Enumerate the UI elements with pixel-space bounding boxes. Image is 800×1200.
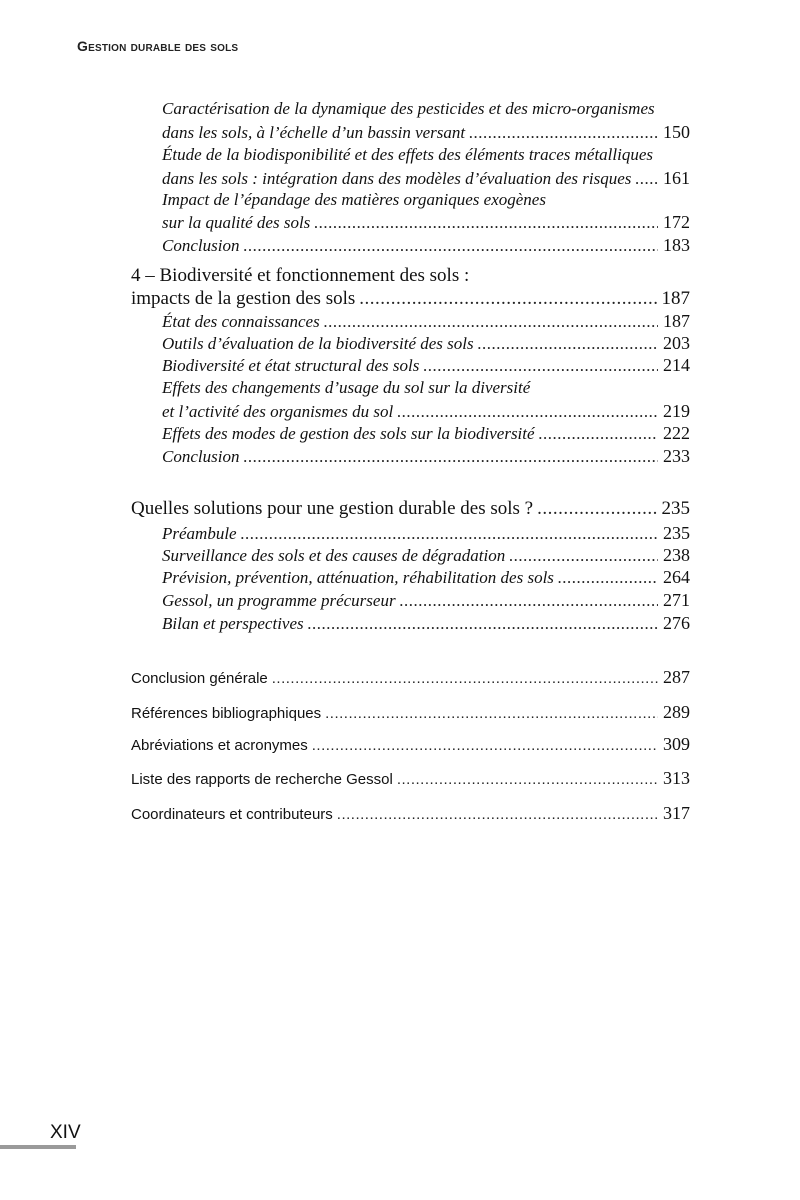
toc-entry[interactable] [162,590,690,611]
toc-entry[interactable] [162,401,690,422]
leader-dots [359,288,657,310]
toc-entry-title: et l’activité des organismes du sol [162,402,394,421]
toc-entry-title: Coordinateurs et contributeurs [131,806,333,823]
toc-entry[interactable] [162,235,690,256]
toc-page-number: 287 [663,667,690,687]
chapter-title-line: 4 – Biodiversité et fonctionnement des sols : [131,265,470,286]
toc-page-number: 203 [663,333,690,353]
leader-dots [324,312,658,332]
toc-entry-title: Conclusion [162,236,240,255]
leader-dots [558,568,658,588]
leader-dots [241,524,658,544]
leader-dots [635,169,658,189]
toc-page-number: 276 [663,613,690,633]
leader-dots [337,806,658,823]
toc-entry-title: Prévision, prévention, atténuation, réhabilitation des sols [162,568,554,587]
toc-entry-title: sur la qualité des sols [162,213,311,232]
toc-entry[interactable] [162,545,690,566]
part-entry[interactable] [131,498,690,520]
toc-entry-title: État des connaissances [162,312,320,331]
toc-page-number: 271 [663,590,690,610]
toc-entry-title: Gessol, un programme précurseur [162,591,396,610]
toc-page-number: 233 [663,446,690,466]
leader-dots [423,356,658,376]
toc-page-number: 264 [663,567,690,587]
toc-entry-line: Effets des changements d’usage du sol sur la diversité [162,378,531,397]
toc-page-number: 317 [663,803,690,823]
back-matter-entry[interactable] [131,768,690,789]
toc-entry[interactable] [162,355,690,376]
leader-dots [314,213,658,233]
toc-entry-title: Biodiversité et état structural des sols [162,356,420,375]
toc-entry-title: Bilan et perspectives [162,614,304,633]
toc-page-number: 161 [663,168,690,188]
toc-entry-title: Préambule [162,524,237,543]
leader-dots [469,123,658,143]
toc-entry-title: Références bibliographiques [131,705,322,722]
toc-page-number: 214 [663,355,690,375]
toc-entry[interactable] [162,423,690,444]
toc-entry[interactable] [162,613,690,634]
folio-rule [0,1145,76,1149]
toc-page-number: 172 [663,212,690,232]
leader-dots [509,546,658,566]
toc-page-number: 187 [661,288,690,309]
toc-entry-title: Surveillance des sols et des causes de dégradation [162,546,506,565]
toc-page-number: 235 [663,523,690,543]
toc-entry-title: Conclusion générale [131,670,268,687]
toc-entry-line: Caractérisation de la dynamique des pesticides et des micro-organismes [162,99,655,118]
toc-page-number: 238 [663,545,690,565]
leader-dots [243,236,658,256]
toc-page-number: 219 [663,401,690,421]
toc-entry[interactable] [162,168,690,189]
leader-dots [308,614,658,634]
toc-page-number: 289 [663,702,690,722]
toc-page-number: 313 [663,768,690,788]
toc-entry[interactable] [162,122,690,143]
toc-page-number: 150 [663,122,690,142]
toc-page-number: 309 [663,734,690,754]
chapter-title: impacts de la gestion des sols [131,288,356,309]
running-header: Gestion durable des sols [77,38,239,54]
leader-dots [539,424,658,444]
toc-entry-title: Abréviations et acronymes [131,737,308,754]
leader-dots [400,591,658,611]
chapter-entry[interactable] [131,288,690,310]
toc-entry-title: Outils d’évaluation de la biodiversité des sols [162,334,474,353]
toc-entry[interactable] [162,333,690,354]
leader-dots [312,737,658,754]
toc-entry[interactable] [162,311,690,332]
toc-page-number: 222 [663,423,690,443]
toc-entry-line: Impact de l’épandage des matières organiques exogènes [162,190,546,209]
part-title: Quelles solutions pour une gestion durable des sols ? [131,498,534,519]
toc-entry[interactable] [162,523,690,544]
leader-dots [397,771,658,788]
leader-dots [478,334,658,354]
leader-dots [537,498,657,520]
back-matter-entry[interactable] [131,702,690,723]
leader-dots [397,402,658,422]
toc-entry-title: dans les sols : intégration dans des modèles d’évaluation des risques [162,169,632,188]
leader-dots [272,670,658,687]
toc-page-number: 235 [661,498,690,519]
toc-entry-title: Effets des modes de gestion des sols sur la biodiversité [162,424,535,443]
toc-page-number: 187 [663,311,690,331]
toc-entry-title: Conclusion [162,447,240,466]
toc-entry[interactable] [162,212,690,233]
back-matter-entry[interactable] [131,734,690,755]
toc-entry[interactable] [162,446,690,467]
toc-entry[interactable] [162,567,690,588]
toc-page-number: 183 [663,235,690,255]
toc-entry-title: Liste des rapports de recherche Gessol [131,771,393,788]
toc-entry-line: Étude de la biodisponibilité et des effets des éléments traces métalliques [162,145,654,164]
leader-dots [243,447,658,467]
page-folio: XIV [50,1122,81,1143]
leader-dots [325,705,658,722]
toc-entry-title: dans les sols, à l’échelle d’un bassin versant [162,123,466,142]
back-matter-entry[interactable] [131,803,690,824]
back-matter-entry[interactable] [131,667,690,688]
